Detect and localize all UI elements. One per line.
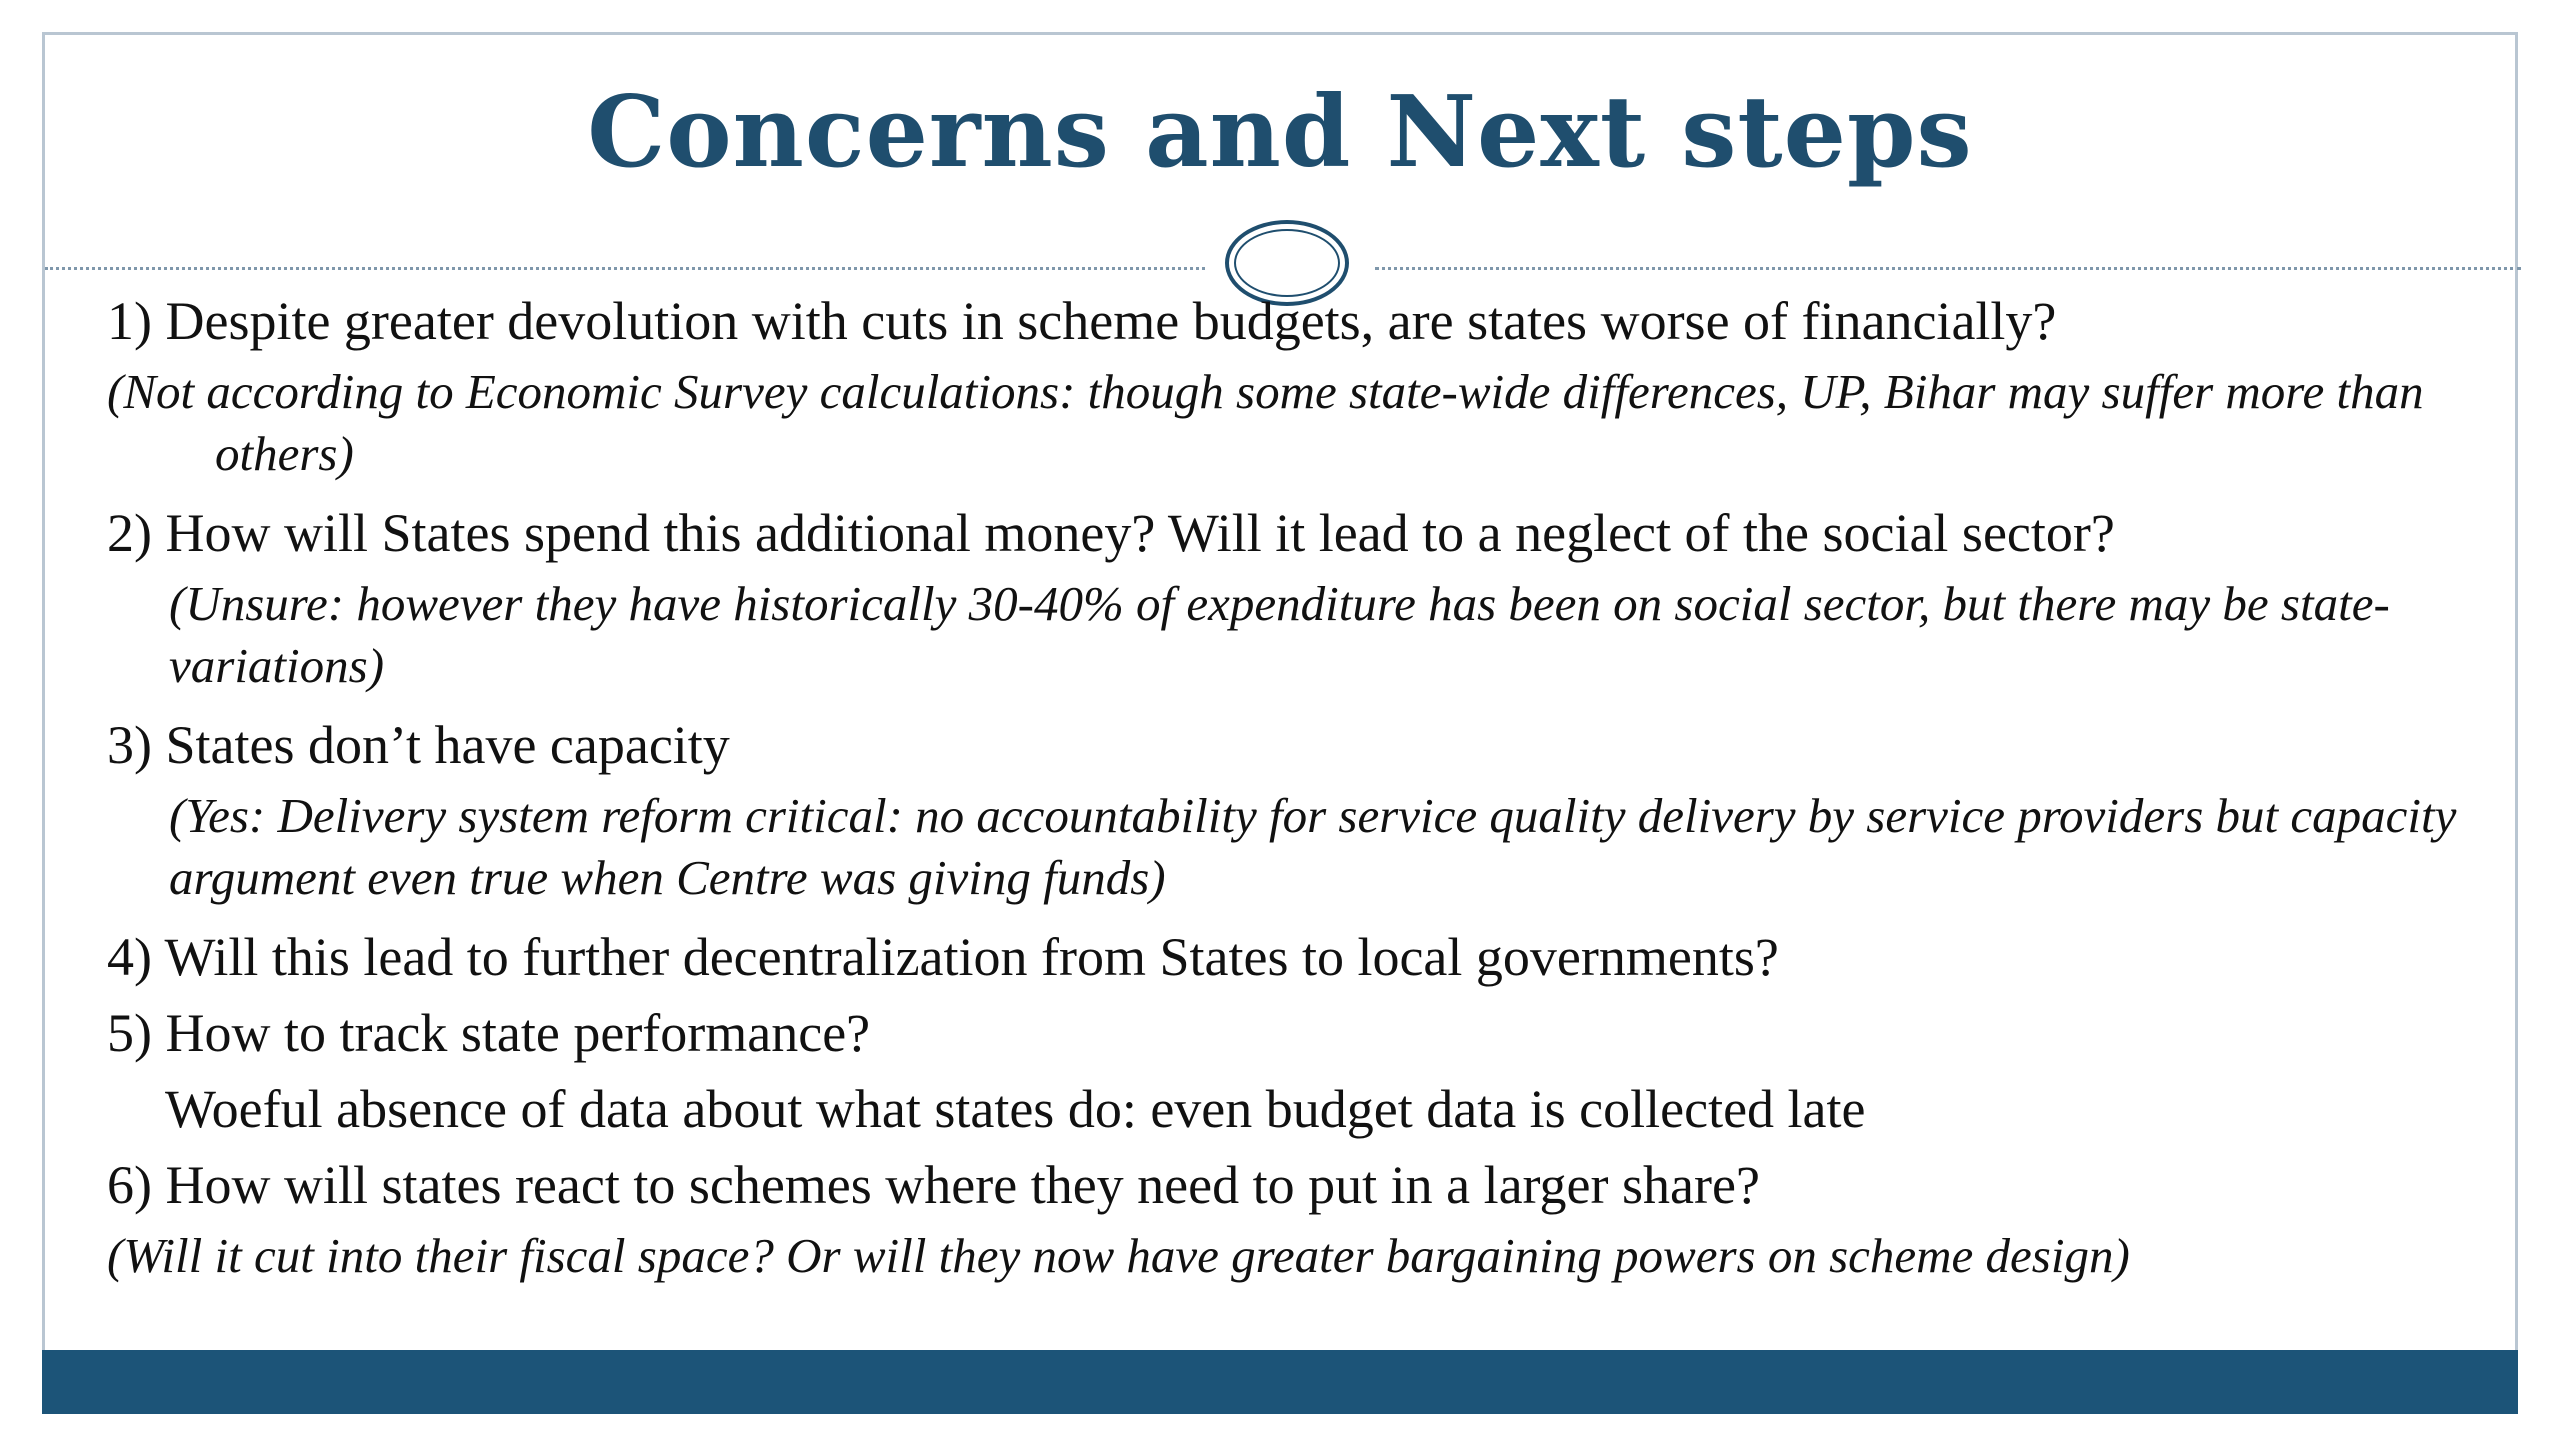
footer-bar [42, 1350, 2518, 1414]
slide [42, 32, 2518, 1412]
item-2-answer: (Unsure: however they have historically 30-40% of expenditure has been on social sector, but there may be state- variations) [169, 576, 2390, 693]
title-divider-left [45, 267, 1205, 270]
item-6-answer: (Will it cut into their fiscal space? Or will they now have greater bargaining powers on scheme design) [107, 1228, 2130, 1283]
item-3-question: 3) States don’t have capacity [107, 715, 730, 775]
item-1-answer: (Not according to Economic Survey calculations: though some state-wide differences, UP, Bihar may suffer more than others) [107, 364, 2424, 481]
slide-title: Concerns and Next steps [587, 75, 1973, 190]
item-6-question: 6) How will states react to schemes where they need to put in a larger share? [107, 1155, 1760, 1215]
item-3-answer: (Yes: Delivery system reform critical: no accountability for service quality delivery by service providers but capacity argument even true when Centre was giving funds) [169, 788, 2457, 905]
item-2-question: 2) How will States spend this additional money? Will it lead to a neglect of the social sector? [107, 503, 2115, 563]
item-4-question: 4) Will this lead to further decentralization from States to local governments? [107, 927, 1779, 987]
item-5-question: 5) How to track state performance? [107, 1003, 871, 1063]
slide-content [107, 283, 2487, 1297]
title-divider-right [1375, 267, 2521, 270]
item-1-question: 1) Despite greater devolution with cuts in scheme budgets, are states worse of financially? [107, 291, 2057, 351]
item-5-note: Woeful absence of data about what states do: even budget data is collected late [165, 1079, 1866, 1139]
